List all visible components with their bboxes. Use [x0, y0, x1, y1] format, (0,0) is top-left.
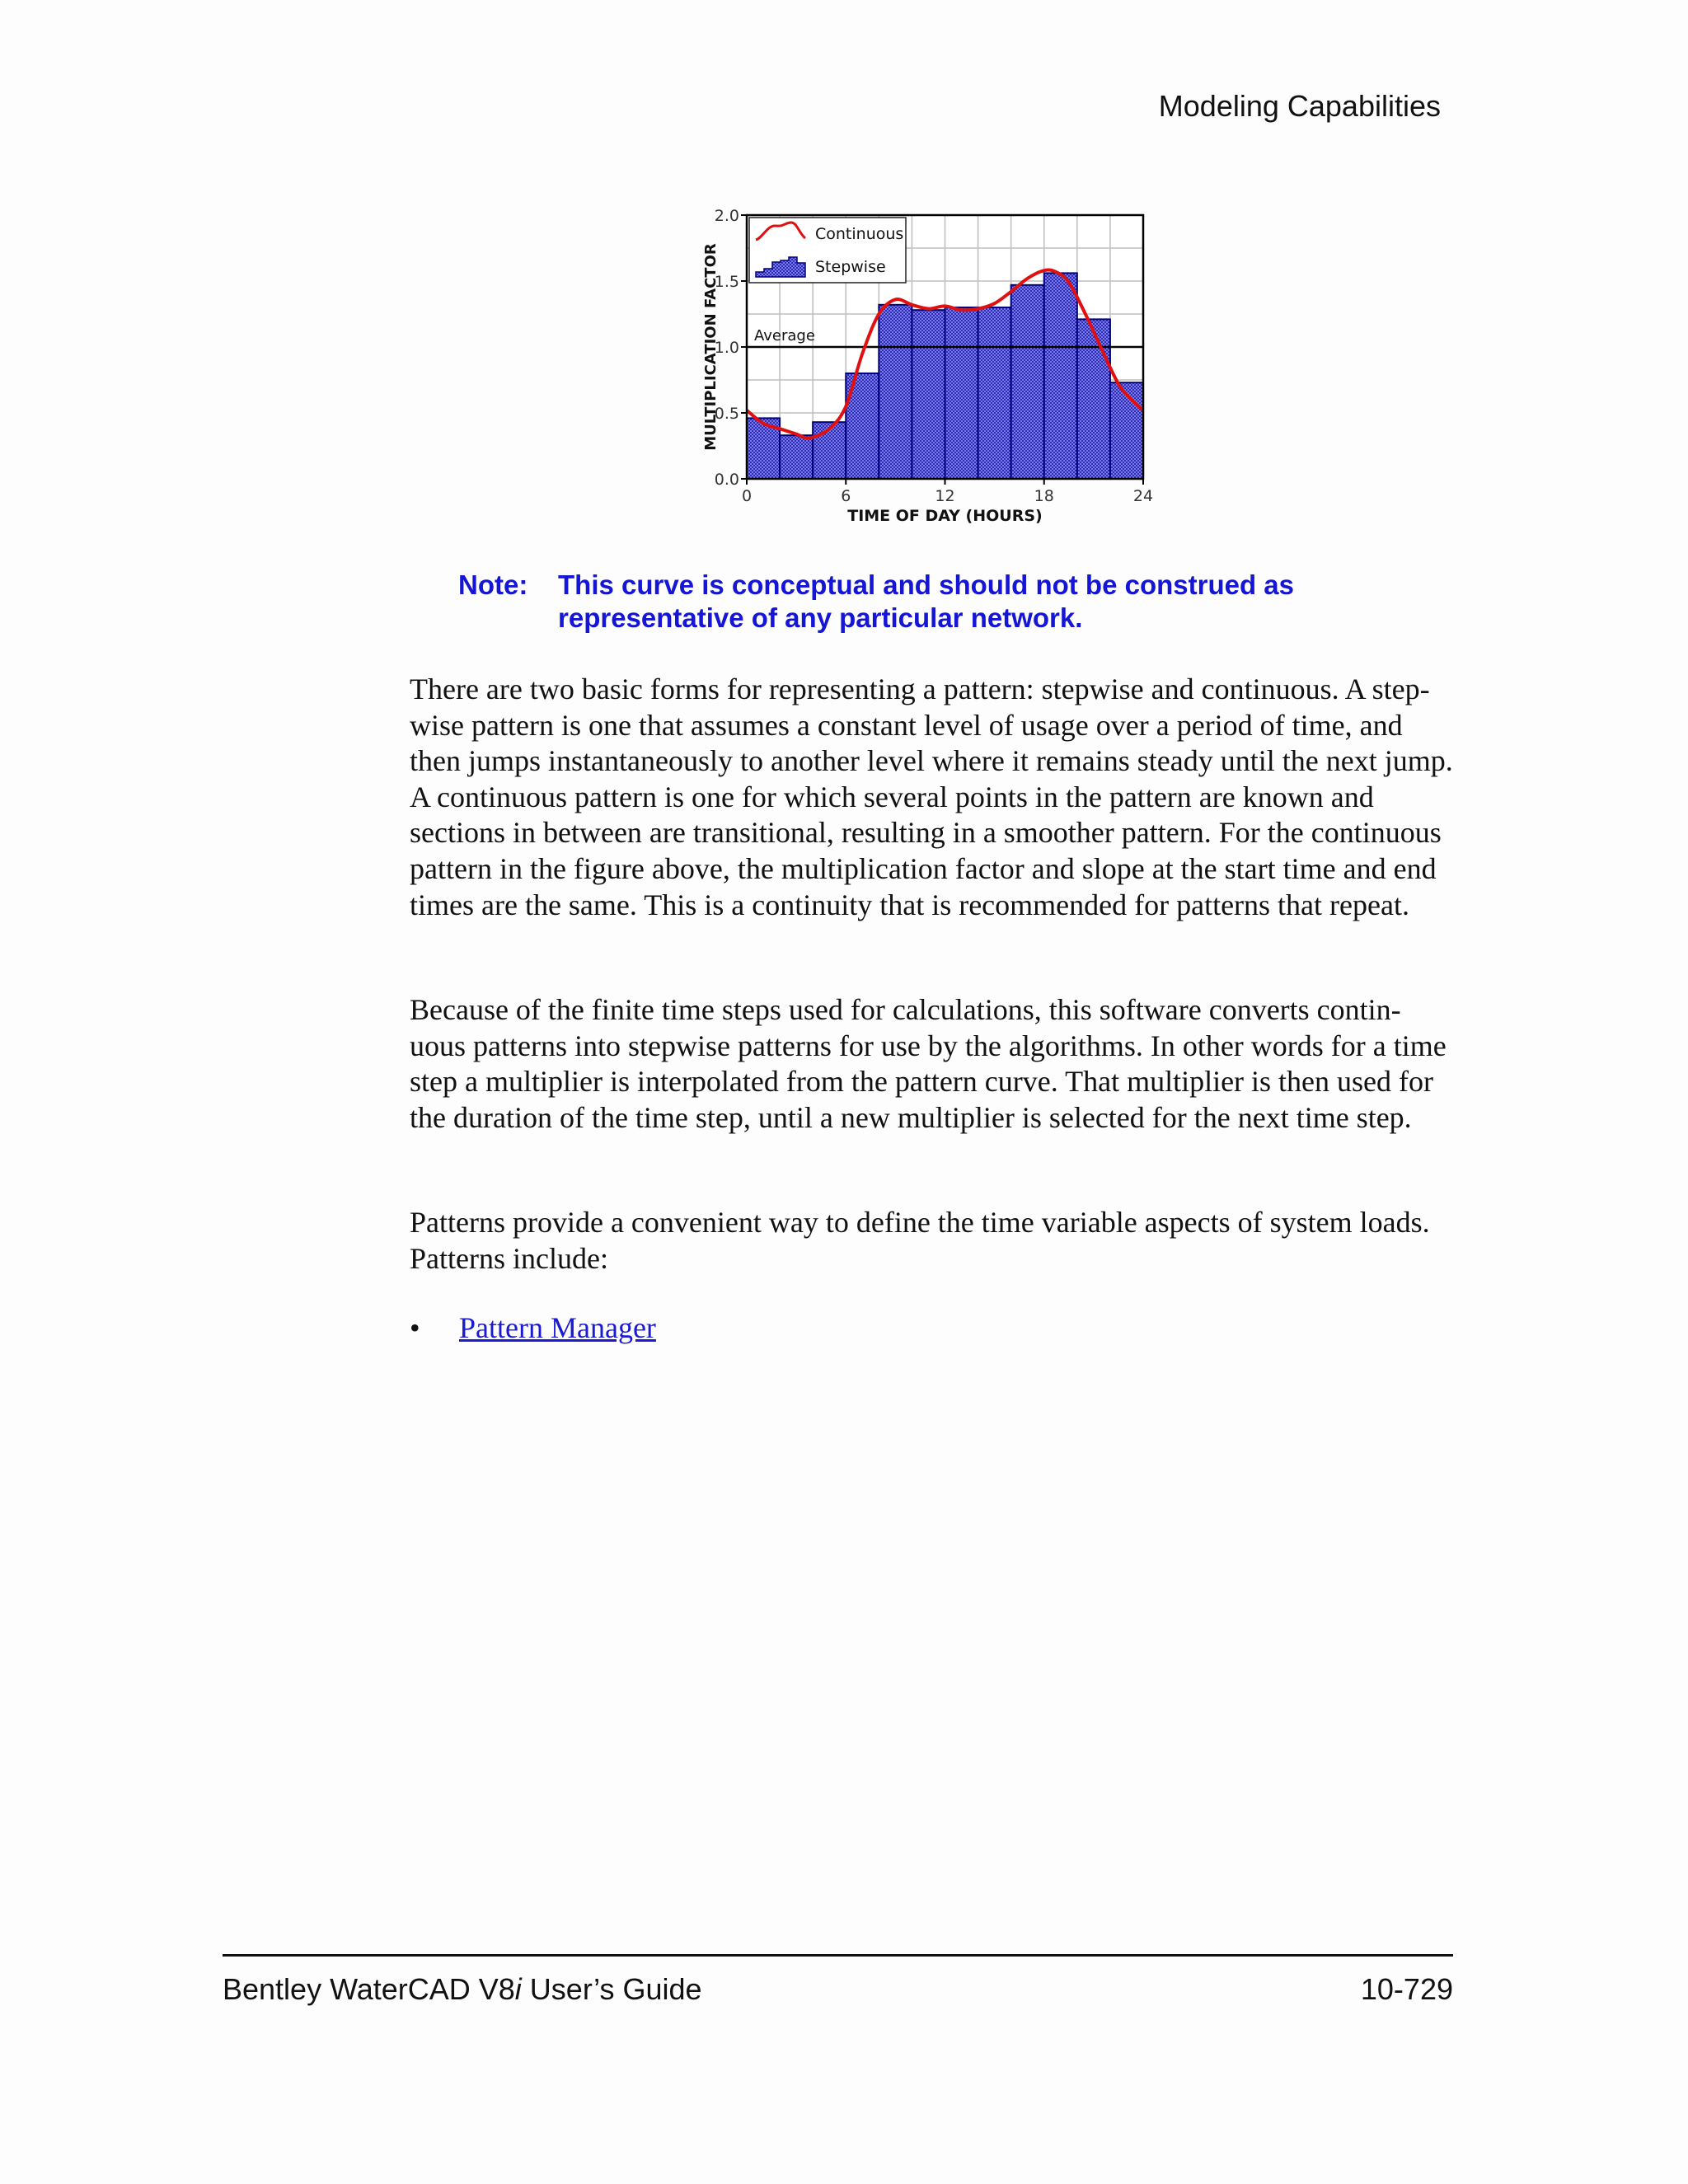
x-tick-label: 18	[1034, 487, 1054, 505]
note-text: This curve is conceptual and should not be construed as representative of any particular network.	[558, 569, 1294, 633]
pattern-chart	[692, 206, 1170, 536]
pattern-manager-link[interactable]: Pattern Manager	[459, 1311, 656, 1344]
legend-continuous-label: Continuous	[815, 225, 904, 243]
average-label: Average	[754, 327, 815, 344]
footer-page-number: 10-729	[1360, 1972, 1453, 2006]
guide-title-prefix: Bentley WaterCAD V8	[223, 1972, 515, 2006]
legend-stepwise-label: Stepwise	[815, 258, 886, 276]
pattern-chart-figure	[692, 206, 1170, 536]
stepwise-bar	[1044, 273, 1077, 479]
stepwise-bar	[945, 307, 978, 479]
paragraph-time-steps	[410, 992, 1456, 1136]
x-tick-label: 0	[741, 487, 753, 505]
y-tick-label: 0.5	[714, 405, 739, 423]
stepwise-bar	[1077, 319, 1110, 479]
y-tick-label: 1.0	[714, 339, 739, 357]
x-tick-label: 24	[1132, 487, 1154, 505]
paragraph-text: Because of the finite time steps used for calculations, this software converts contin-uous patterns into stepwise patterns for use by the algorithms. In other words for a time step a multiplier is interpolated from the pattern curve. That multiplier is then used for the duration of the time step, until a new multiplier is selected for the next time step.	[410, 993, 1447, 1134]
note-label: Note:	[458, 569, 528, 600]
x-tick-label: 6	[841, 487, 851, 505]
y-tick-label: 0.0	[714, 471, 739, 489]
bullet-marker: •	[410, 1311, 420, 1344]
stepwise-bar	[780, 435, 813, 479]
paragraph-patterns-include	[410, 1205, 1456, 1277]
paragraph-text: There are two basic forms for representing a pattern: stepwise and continuous. A step-wise pattern is one that assumes a constant level of usage over a period of time, and then jumps instantaneously to another level where it remains steady until the next jump. A continuous pattern is one for which several points in the pattern are known and sections in between are transitional, resulting in a smoother pattern. For the continuous pattern in the figure above, the multiplication factor and slope at the start time and end times are the same. This is a continuity that is recommended for patterns that repeat.	[410, 673, 1453, 921]
stepwise-bar	[1011, 285, 1044, 479]
x-tick-label: 12	[935, 487, 955, 505]
guide-title-italic: i	[514, 1972, 522, 2006]
footer-divider	[223, 1954, 1453, 1957]
y-tick-label: 2.0	[714, 207, 739, 225]
stepwise-bar	[978, 307, 1011, 479]
running-header: Modeling Capabilities	[1158, 89, 1441, 123]
y-axis-label: MULTIPLICATION FACTOR	[702, 243, 720, 451]
paragraph-text: Patterns provide a convenient way to define the time variable aspects of system loads. Patterns include:	[410, 1206, 1430, 1275]
stepwise-bar	[912, 310, 945, 479]
x-axis-label: TIME OF DAY (HOURS)	[847, 507, 1043, 525]
stepwise-bar	[879, 305, 912, 479]
guide-title-suffix: User’s Guide	[521, 1972, 702, 2006]
paragraph-pattern-forms	[410, 672, 1456, 923]
footer-guide-title	[223, 1972, 702, 2007]
y-tick-label: 1.5	[714, 273, 739, 291]
chart-legend	[749, 218, 906, 283]
